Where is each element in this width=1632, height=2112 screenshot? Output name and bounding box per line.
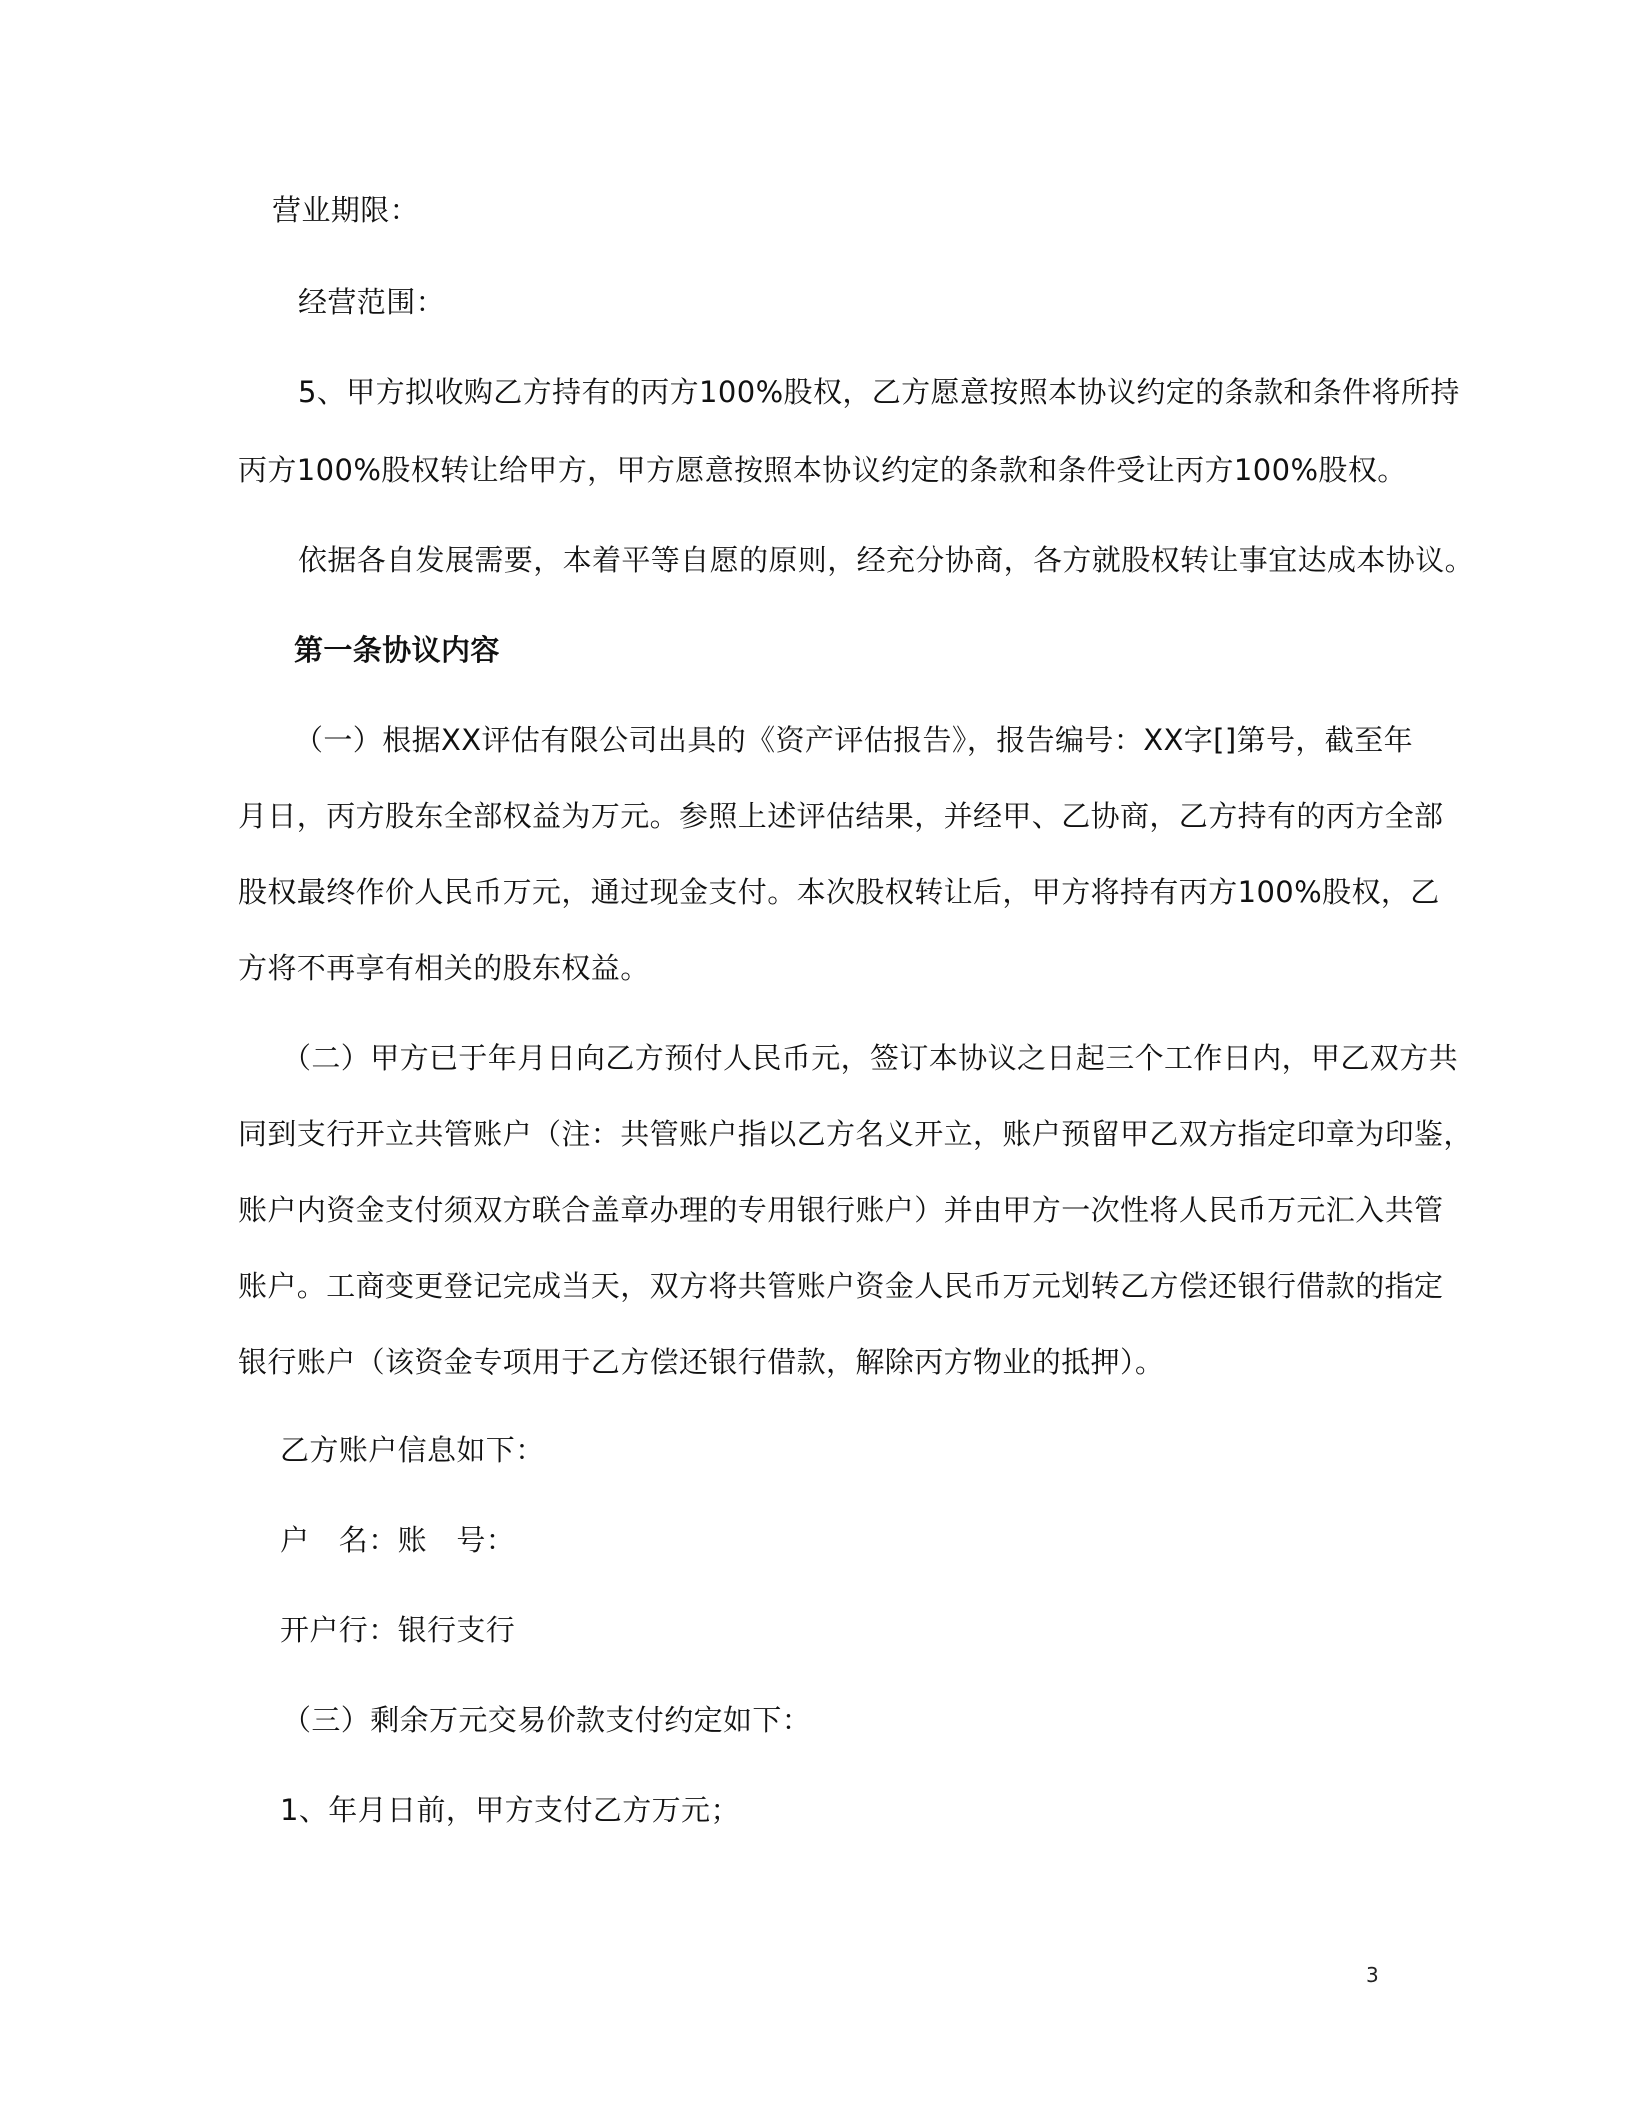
paragraph-payment-item-1: 1、年月日前，甲方支付乙方万元；	[280, 1793, 740, 1827]
paragraph-item-5-line-2: 丙方100%股权转让给甲方，甲方愿意按照本协议约定的条款和条件受让丙方100%股权。	[238, 453, 1407, 487]
paragraph-clause-2-line-3: 账户内资金支付须双方联合盖章办理的专用银行账户）并由甲方一次性将人民币万元汇入共管	[238, 1193, 1444, 1227]
paragraph-clause-2-line-5: 银行账户（该资金专项用于乙方偿还银行借款，解除丙方物业的抵押）。	[238, 1345, 1165, 1379]
paragraph-clause-1-line-1: （一）根据XX评估有限公司出具的《资产评估报告》，报告编号：XX字[]第号，截至年	[294, 723, 1413, 757]
paragraph-account-info: 乙方账户信息如下：	[280, 1433, 545, 1467]
section-heading-article-1: 第一条协议内容	[294, 633, 500, 667]
paragraph-clause-1-line-2: 月日，丙方股东全部权益为万元。参照上述评估结果，并经甲、乙协商，乙方持有的丙方全部	[238, 799, 1444, 833]
paragraph-item-5-line-1: 5、甲方拟收购乙方持有的丙方100%股权，乙方愿意按照本协议约定的条款和条件将所持	[298, 375, 1460, 409]
paragraph-clause-3: （三）剩余万元交易价款支付约定如下：	[282, 1703, 812, 1737]
paragraph-business-scope: 经营范围：	[298, 285, 446, 319]
paragraph-opening-bank: 开户行：银行支行	[280, 1613, 516, 1647]
paragraph-clause-1-line-3: 股权最终作价人民币万元，通过现金支付。本次股权转让后，甲方将持有丙方100%股权，乙	[238, 875, 1440, 909]
paragraph-clause-2-line-2: 同到支行开立共管账户（注：共管账户指以乙方名义开立，账户预留甲乙双方指定印章为印鉴，	[238, 1117, 1473, 1151]
paragraph-account-name-number: 户 名：账 号：	[280, 1523, 516, 1557]
paragraph-clause-2-line-4: 账户。工商变更登记完成当天，双方将共管账户资金人民币万元划转乙方偿还银行借款的指定	[238, 1269, 1444, 1303]
paragraph-clause-1-line-4: 方将不再享有相关的股东权益。	[238, 951, 650, 985]
paragraph-business-term: 营业期限：	[272, 193, 420, 227]
paragraph-clause-2-line-1: （二）甲方已于年月日向乙方预付人民币元，签订本协议之日起三个工作日内，甲乙双方共	[282, 1041, 1459, 1075]
paragraph-basis: 依据各自发展需要，本着平等自愿的原则，经充分协商，各方就股权转让事宜达成本协议。	[298, 543, 1475, 577]
page-number: 3	[1366, 1963, 1379, 1987]
